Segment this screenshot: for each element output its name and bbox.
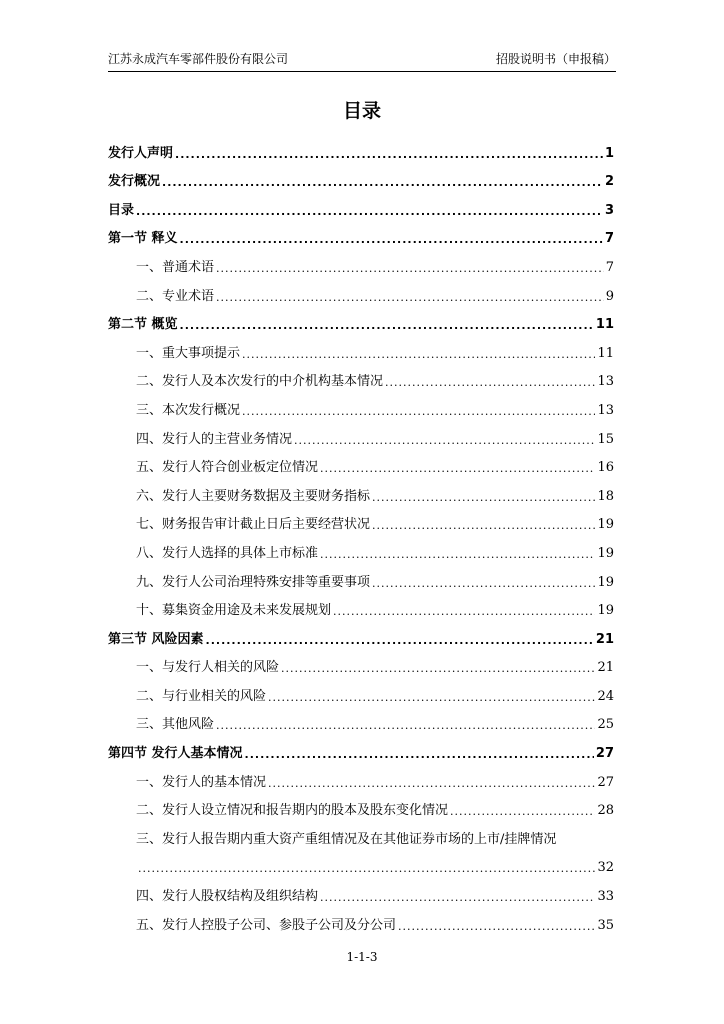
toc-entry-label: 五、发行人符合创业板定位情况 — [136, 460, 319, 476]
toc-entry[interactable] — [108, 395, 614, 424]
toc-entry-label: 四、发行人股权结构及组织结构 — [136, 889, 319, 905]
toc-entry-label: 一、与发行人相关的风险 — [136, 660, 280, 676]
toc-entry-label: 发行概况 — [108, 174, 161, 190]
toc-entry-label: 二、专业术语 — [136, 288, 215, 304]
toc-dot-leader — [162, 176, 603, 189]
toc-dot-leader — [268, 777, 595, 790]
toc-entry[interactable] — [108, 424, 614, 453]
toc-entry-label: 六、发行人主要财务数据及主要财务指标 — [136, 488, 371, 504]
toc-entry-page: 27 — [597, 774, 614, 790]
toc-entry[interactable] — [108, 710, 614, 739]
toc-dot-leader — [175, 148, 603, 161]
toc-entry-page: 16 — [597, 460, 614, 476]
toc-entry-page: 7 — [605, 259, 614, 275]
toc-entry-page: 2 — [604, 174, 614, 190]
toc-dot-leader — [206, 634, 594, 647]
toc-entry-label: 九、发行人公司治理特殊安排等重要事项 — [136, 574, 371, 590]
toc-entry-label: 目录 — [108, 202, 135, 218]
toc-entry-label: 五、发行人控股子公司、参股子公司及分公司 — [136, 917, 397, 933]
toc-dot-leader — [372, 577, 595, 590]
toc-entry[interactable] — [108, 310, 614, 339]
toc-entry-page: 18 — [597, 488, 614, 504]
toc-entry-page: 25 — [597, 717, 614, 733]
toc-entry[interactable] — [108, 653, 614, 682]
toc-entry-page: 19 — [597, 545, 614, 561]
toc-dot-leader — [180, 233, 603, 246]
toc-entry[interactable] — [108, 167, 614, 196]
toc-entry[interactable] — [108, 338, 614, 367]
toc-entry-label: 十、募集资金用途及未来发展规划 — [136, 603, 332, 619]
toc-entry-label: 第二节 概览 — [108, 317, 178, 333]
toc-entry-page: 27 — [595, 746, 614, 762]
page-header — [108, 50, 616, 72]
toc-entry-page: 28 — [597, 803, 614, 819]
toc-entry-label: 七、财务报告审计截止日后主要经营状况 — [136, 517, 371, 533]
toc-dot-leader — [136, 205, 603, 218]
toc-entry-page: 19 — [597, 517, 614, 533]
toc-dot-leader — [216, 719, 595, 732]
toc-entry[interactable] — [108, 767, 614, 796]
toc-entry-label: 一、普通术语 — [136, 259, 215, 275]
toc-entry-page: 3 — [604, 202, 614, 218]
toc-entry[interactable] — [108, 624, 614, 653]
toc-entry[interactable] — [108, 281, 614, 310]
toc-entry-label: 三、发行人报告期内重大资产重组情况及在其他证券市场的上市/挂牌情况 — [136, 831, 557, 847]
toc-entry-label: 三、其他风险 — [136, 717, 215, 733]
toc-entry[interactable] — [108, 910, 614, 939]
toc-entry[interactable] — [108, 224, 614, 253]
toc-entry[interactable] — [108, 796, 614, 825]
toc-dot-leader — [320, 891, 595, 904]
toc-entry-label: 发行人声明 — [108, 145, 174, 161]
toc-entry-label: 第三节 风险因素 — [108, 631, 204, 647]
toc-entry-page: 9 — [605, 288, 614, 304]
toc-entry-page: 1 — [604, 145, 614, 161]
toc-entry[interactable] — [108, 510, 614, 539]
toc-entry-page: 11 — [597, 345, 614, 361]
toc-entry[interactable] — [108, 538, 614, 567]
toc-entry[interactable] — [108, 824, 614, 853]
toc-entry[interactable] — [108, 138, 614, 167]
toc-entry[interactable] — [108, 681, 614, 710]
toc-entry-label: 一、发行人的基本情况 — [136, 774, 267, 790]
table-of-contents — [108, 138, 614, 939]
toc-entry-page: 15 — [597, 431, 614, 447]
header-doc-type: 招股说明书（申报稿） — [495, 52, 616, 66]
page-title: 目录 — [342, 100, 381, 122]
toc-dot-leader — [372, 491, 595, 504]
toc-entry-page: 32 — [597, 860, 614, 876]
toc-dot-leader — [216, 262, 604, 275]
toc-entry[interactable] — [108, 853, 614, 882]
toc-dot-leader — [450, 805, 595, 818]
toc-entry-label: 第一节 释义 — [108, 231, 178, 247]
toc-entry-page: 19 — [597, 574, 614, 590]
toc-dot-leader — [281, 662, 595, 675]
toc-entry-page: 13 — [597, 374, 614, 390]
toc-dot-leader — [138, 862, 595, 875]
toc-entry[interactable] — [108, 738, 614, 767]
toc-dot-leader — [385, 376, 595, 389]
toc-entry-label: 第四节 发行人基本情况 — [108, 746, 243, 762]
toc-entry[interactable] — [108, 367, 614, 396]
toc-entry-page: 24 — [597, 688, 614, 704]
toc-entry[interactable] — [108, 453, 614, 482]
toc-entry-label: 四、发行人的主营业务情况 — [136, 431, 293, 447]
toc-dot-leader — [268, 691, 595, 704]
toc-entry-label: 二、发行人及本次发行的中介机构基本情况 — [136, 374, 384, 390]
toc-entry-page: 33 — [597, 889, 614, 905]
toc-dot-leader — [294, 434, 595, 447]
toc-entry-label: 三、本次发行概况 — [136, 402, 241, 418]
toc-entry-page: 13 — [597, 402, 614, 418]
toc-entry-page: 11 — [595, 317, 614, 333]
toc-entry-label: 二、发行人设立情况和报告期内的股本及股东变化情况 — [136, 803, 449, 819]
toc-entry-page: 21 — [595, 631, 614, 647]
toc-entry[interactable] — [108, 567, 614, 596]
toc-dot-leader — [180, 319, 594, 332]
header-company: 江苏永成汽车零部件股份有限公司 — [108, 52, 289, 66]
toc-dot-leader — [320, 462, 595, 475]
toc-dot-leader — [216, 291, 604, 304]
page-number: 1-1-3 — [346, 950, 378, 964]
toc-entry[interactable] — [108, 596, 614, 625]
toc-entry-label: 一、重大事项提示 — [136, 345, 241, 361]
toc-dot-leader — [242, 405, 595, 418]
toc-entry[interactable] — [108, 481, 614, 510]
toc-entry[interactable] — [108, 195, 614, 224]
toc-dot-leader — [320, 548, 595, 561]
toc-entry-page: 21 — [597, 660, 614, 676]
toc-entry-label: 八、发行人选择的具体上市标准 — [136, 545, 319, 561]
toc-dot-leader — [242, 348, 595, 361]
toc-entry-page: 19 — [597, 603, 614, 619]
toc-dot-leader — [245, 748, 594, 761]
toc-entry[interactable] — [108, 252, 614, 281]
toc-dot-leader — [372, 519, 595, 532]
toc-dot-leader — [333, 605, 595, 618]
toc-entry-label: 二、与行业相关的风险 — [136, 688, 267, 704]
toc-entry-page: 35 — [597, 917, 614, 933]
toc-entry[interactable] — [108, 881, 614, 910]
toc-dot-leader — [398, 920, 595, 933]
toc-entry-page: 7 — [604, 231, 614, 247]
